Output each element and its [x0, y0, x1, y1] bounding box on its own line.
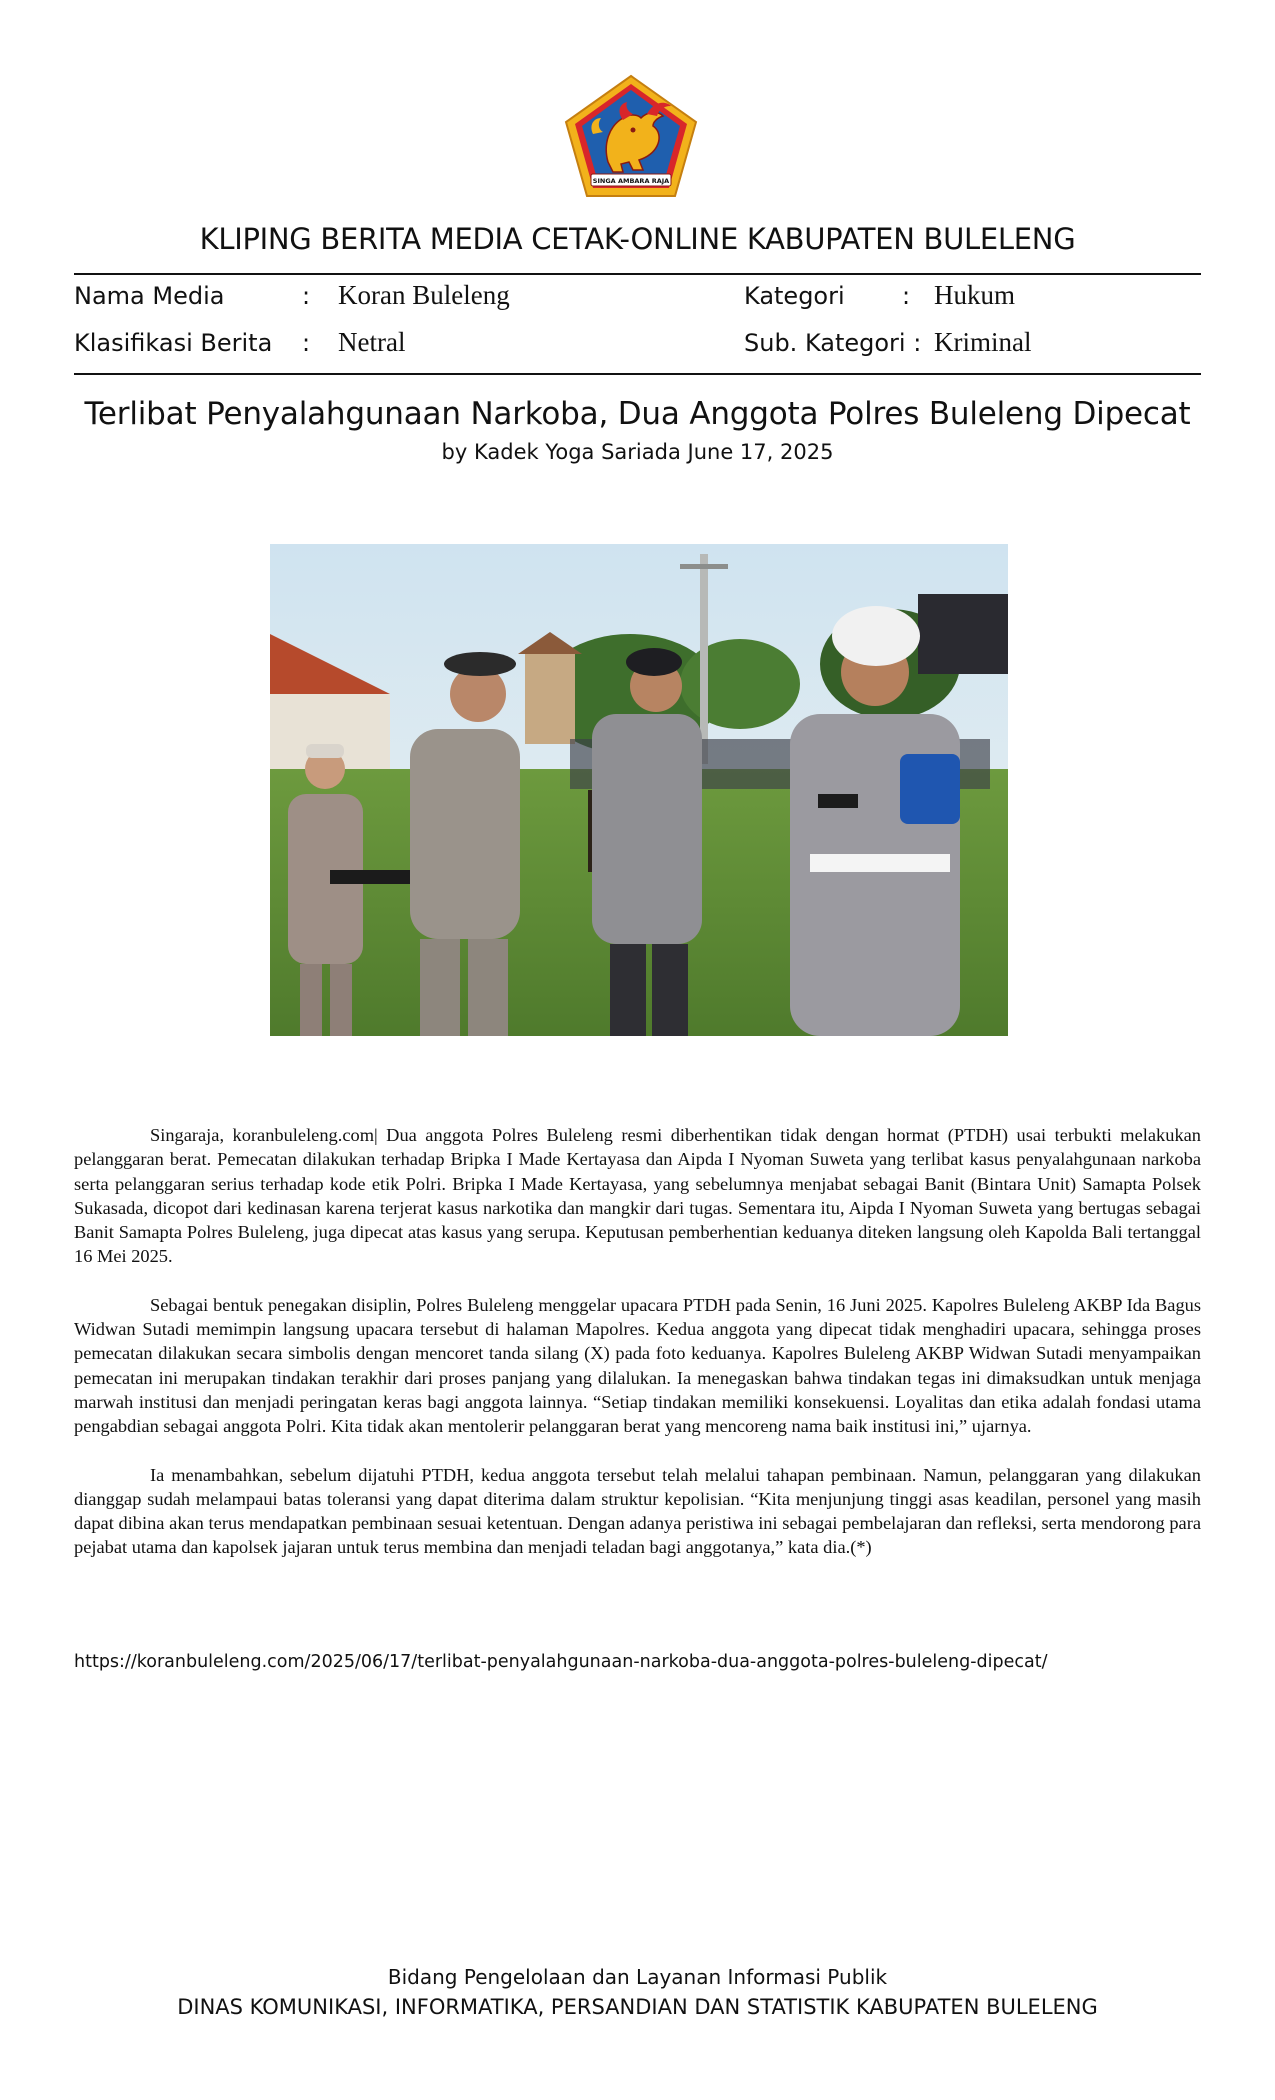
- media-name-value: Koran Buleleng: [338, 280, 510, 310]
- article-paragraph: Ia menambahkan, sebelum dijatuhi PTDH, kedua anggota tersebut telah melalui tahapan pembinaan. Namun, pelanggaran yang dilakukan dianggap sudah melampaui batas toleransi yang dapat diterima dalam struktur kepolisian. “Kita menjunjung tinggi asas keadilan, personel yang masih dapat dibina akan terus mendapatkan pembinaan sesuai ketentuan. Dengan adanya peristiwa ini sebagai pembelajaran dan refleksi, serta mendorong para pejabat utama dan kapolsek jajaran untuk terus membina dan menjadi teladan bagi anggotanya,” kata dia.(*): [74, 1464, 1201, 1558]
- category-value: Hukum: [934, 280, 1015, 310]
- article-paragraph: Sebagai bentuk penegakan disiplin, Polres Buleleng menggelar upacara PTDH pada Senin, 16 Juni 2025. Kapolres Buleleng AKBP Ida Bagus Widwan Sutadi memimpin langsung upacara tersebut di halaman Mapolres. Kedua anggota yang dipecat tidak menghadiri upacara, sehingga proses pemecatan dilakukan secara simbolis dengan mencoret tanda silang (X) pada foto keduanya. Kapolres Buleleng AKBP Widwan Sutadi menyampaikan pemecatan ini merupakan tindakan terakhir dari proses panjang yang dilalukan. Ia menegaskan bahwa tindakan tegas ini dimaksudkan untuk menjaga marwah institusi dan menjadi peringatan keras bagi anggota lainnya. “Setiap tindakan memiliki konsekuensi. Loyalitas dan etika adalah fondasi utama pengabdian sebagai anggota Polri. Kita tidak akan mentolerir pelanggaran berat yang mencoreng nama baik institusi ini,” ujarnya.: [74, 1294, 1201, 1437]
- category-colon: :: [902, 282, 911, 310]
- classification-value: Netral: [338, 327, 406, 357]
- emblem-motto: SINGA AMBARA RAJA: [592, 177, 670, 185]
- header-divider-bottom: [74, 373, 1201, 375]
- classification-colon: :: [302, 329, 311, 357]
- subcategory-label: Sub. Kategori :: [744, 329, 922, 357]
- media-name-colon: :: [302, 282, 311, 310]
- clipping-header-title: KLIPING BERITA MEDIA CETAK-ONLINE KABUPATEN BULELENG: [199, 222, 1076, 256]
- source-url-link[interactable]: https://koranbuleleng.com/2025/06/17/terlibat-penyalahgunaan-narkoba-dua-anggota-polres-buleleng-dipecat/: [74, 1652, 1048, 1672]
- category-label: Kategori: [744, 282, 845, 310]
- footer-department: Bidang Pengelolaan dan Layanan Informasi Publik: [387, 1965, 888, 1989]
- footer-agency: DINAS KOMUNIKASI, INFORMATIKA, PERSANDIAN DAN STATISTIK KABUPATEN BULELENG: [177, 1995, 1098, 2019]
- article-headline: Terlibat Penyalahgunaan Narkoba, Dua Anggota Polres Buleleng Dipecat: [84, 396, 1191, 432]
- subcategory-value: Kriminal: [934, 327, 1032, 357]
- article-body: [74, 1123, 1201, 1584]
- article-photo: [270, 544, 1008, 1036]
- header-divider-top: [74, 273, 1201, 275]
- media-name-label: Nama Media: [74, 282, 225, 310]
- regency-emblem-logo: [563, 74, 699, 200]
- article-byline: by Kadek Yoga Sariada June 17, 2025: [441, 440, 834, 464]
- article-paragraph: Singaraja, koranbuleleng.com| Dua anggota Polres Buleleng resmi diberhentikan tidak dengan hormat (PTDH) usai terbukti melakukan pelanggaran berat. Pemecatan dilakukan terhadap Bripka I Made Kertayasa dan Aipda I Nyoman Suweta yang terlibat kasus penyalahgunaan narkoba serta pelanggaran serius terhadap kode etik Polri. Bripka I Made Kertayasa, yang sebelumnya menjabat sebagai Banit (Bintara Unit) Samapta Polsek Sukasada, dicopot dari kedinasan karena terjerat kasus narkotika dan mangkir dari tugas. Sementara itu, Aipda I Nyoman Suweta yang bertugas sebagai Banit Samapta Polres Buleleng, juga dipecat atas kasus yang serupa. Keputusan pemberhentian keduanya diteken langsung oleh Kapolda Bali tertanggal 16 Mei 2025.: [74, 1125, 1201, 1267]
- classification-label: Klasifikasi Berita: [74, 329, 273, 357]
- singa-ambara-raja-emblem-icon: [563, 74, 699, 200]
